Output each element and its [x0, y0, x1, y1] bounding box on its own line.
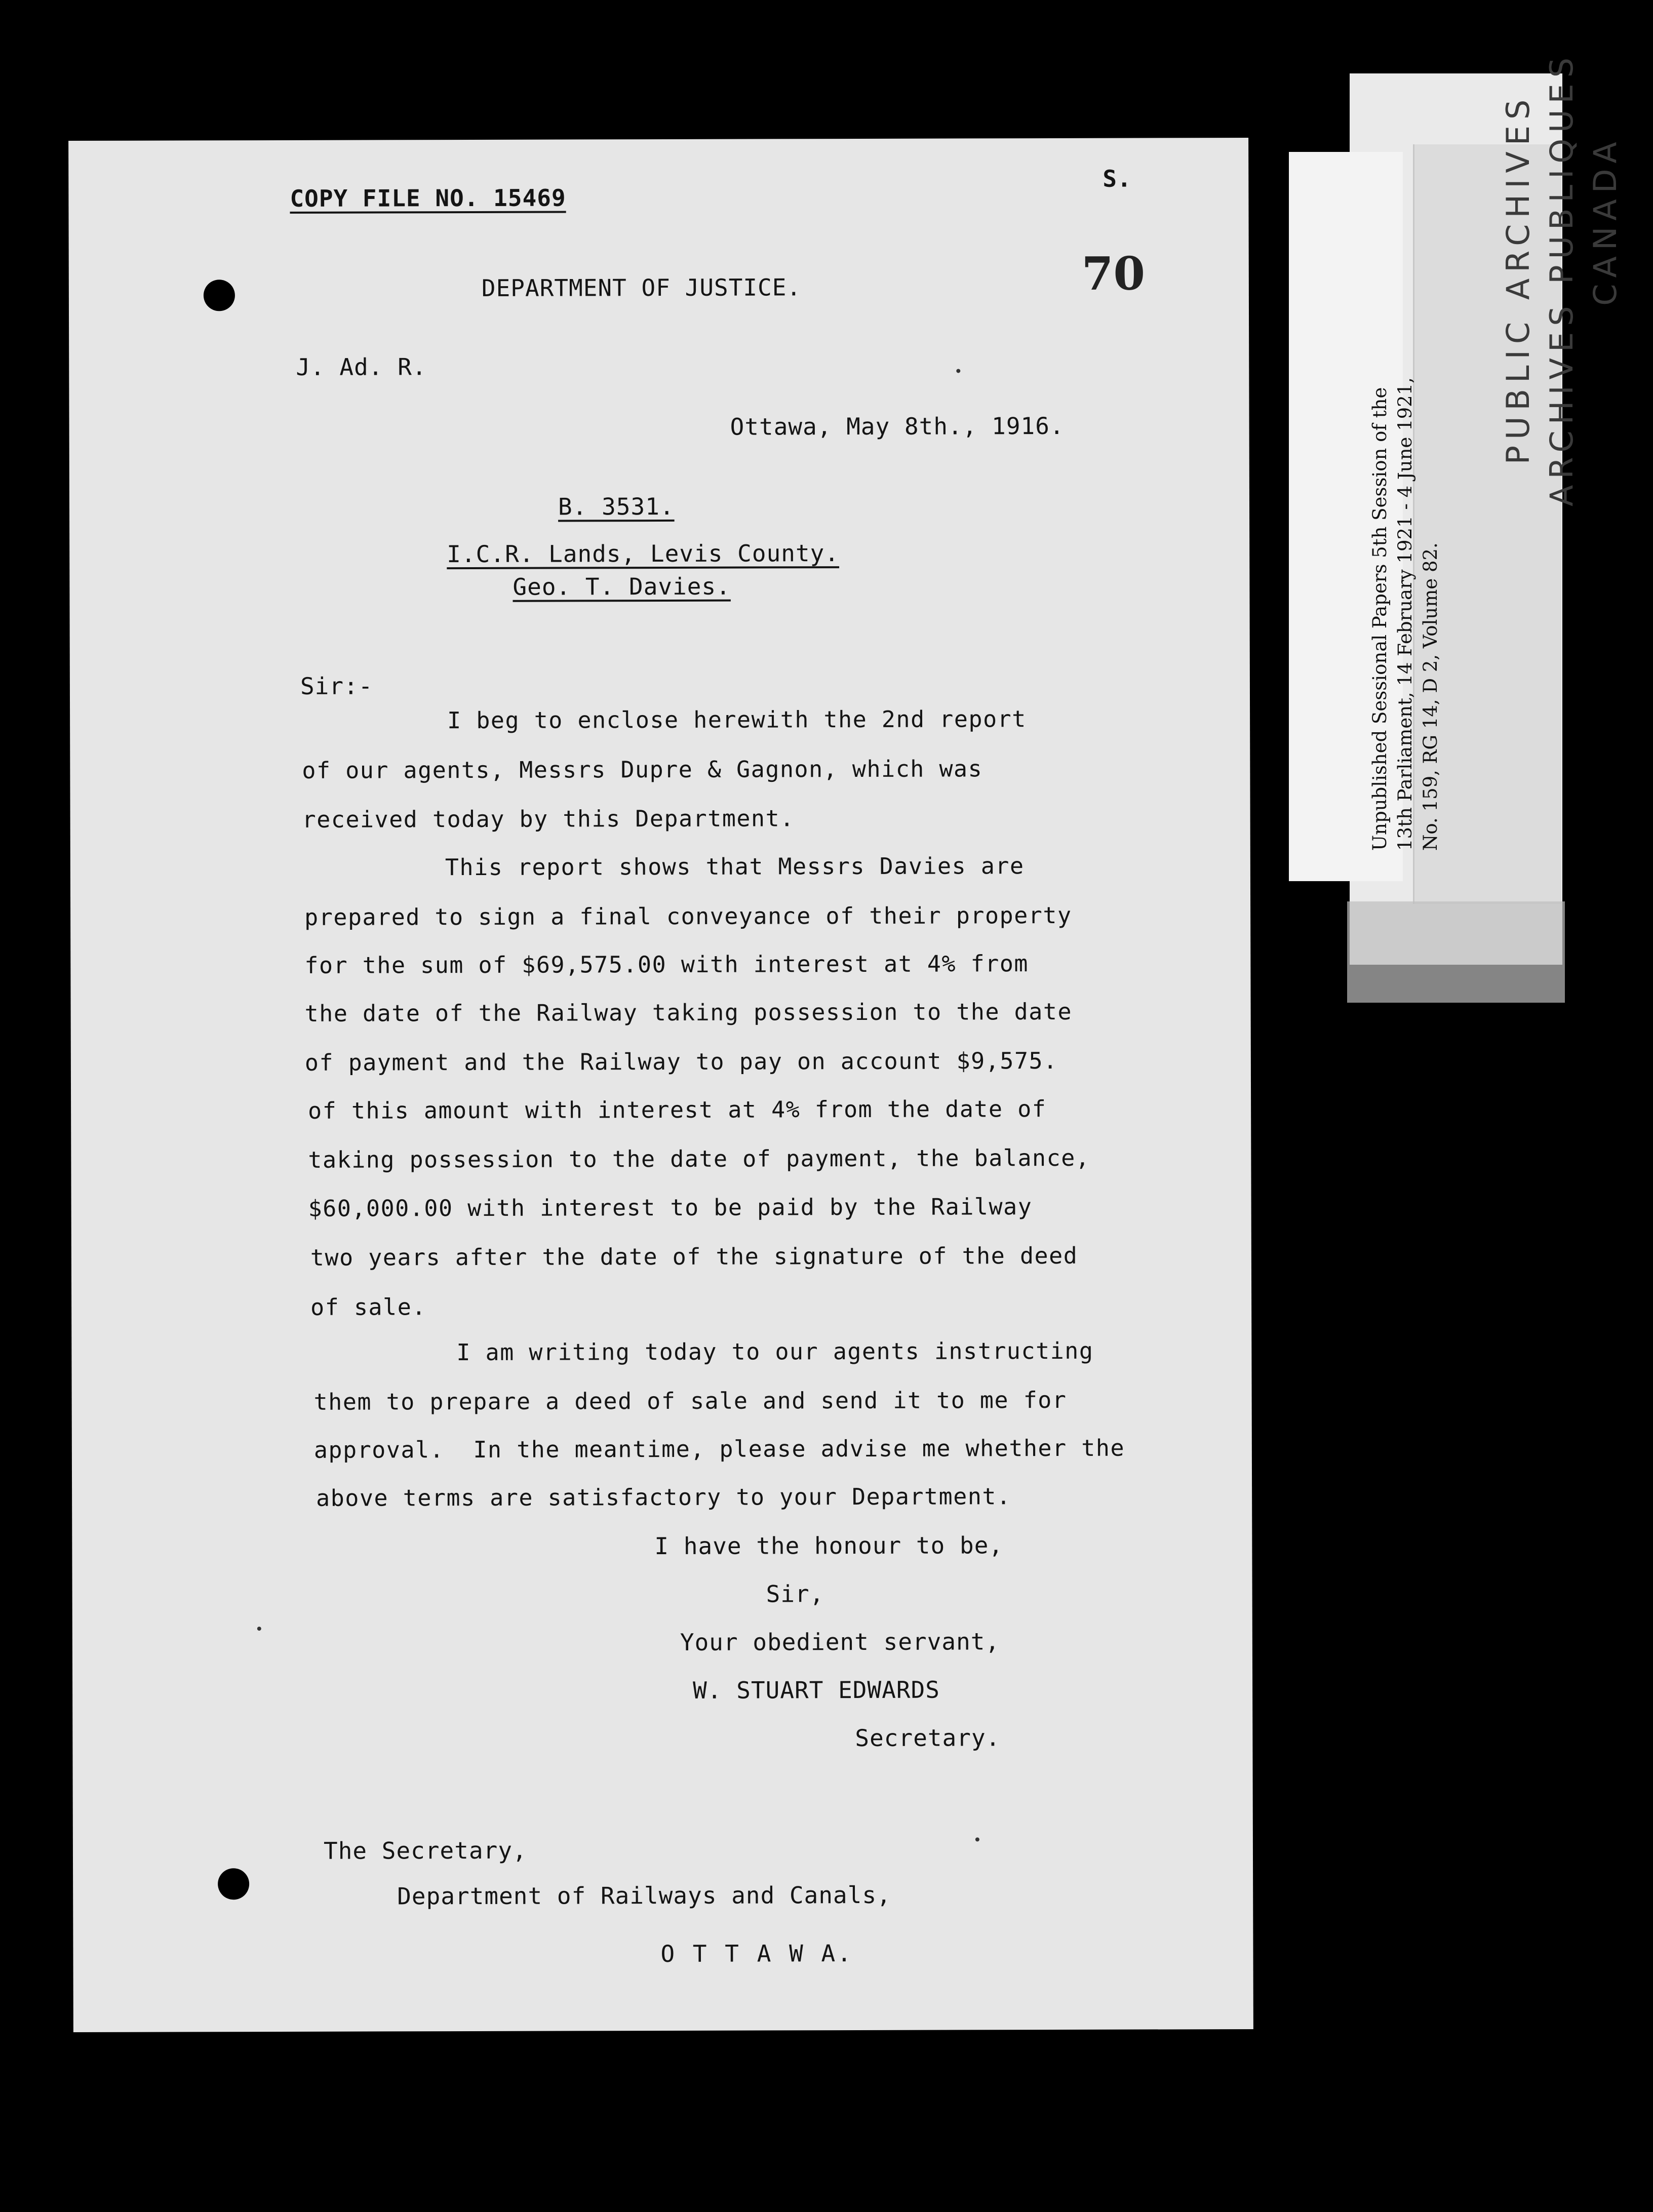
subject-line-1: I.C.R. Lands, Levis County.: [447, 539, 840, 568]
punch-hole-top: [204, 280, 235, 311]
citation-line: 13th Parliament, 14 February 1921 - 4 June 1921,: [1394, 377, 1416, 851]
folio-number: 70: [1081, 247, 1146, 301]
file-reference: B. 3531.: [558, 492, 675, 521]
body-line: $60,000.00 with interest to be paid by the Railway: [308, 1193, 1033, 1222]
letter-sheet: [68, 138, 1253, 2032]
body-line: of this amount with interest at 4% from the date of: [308, 1095, 1047, 1124]
closing-servant: Your obedient servant,: [680, 1628, 1000, 1656]
body-line: of sale.: [310, 1293, 426, 1321]
archive-card-shadow: [1347, 901, 1565, 1003]
body-line: of our agents, Messrs Dupre & Gagnon, which was: [302, 755, 983, 784]
ink-speck: [975, 1837, 979, 1841]
body-line: received today by this Department.: [302, 805, 795, 833]
body-line: prepared to sign a final conveyance of their property: [304, 901, 1072, 931]
corner-mark: S.: [1103, 165, 1132, 192]
salutation: Sir:-: [300, 672, 373, 700]
signatory-name: W. STUART EDWARDS: [693, 1676, 940, 1704]
citation-line: No. 159, RG 14, D 2, Volume 82.: [1420, 542, 1441, 851]
signatory-title: Secretary.: [855, 1724, 1001, 1752]
addressee-title: The Secretary,: [323, 1836, 527, 1865]
body-line: taking possession to the date of payment, the balance,: [308, 1144, 1090, 1173]
addressee-city: O T T A W A.: [660, 1940, 853, 1968]
punch-hole-bottom: [218, 1868, 249, 1900]
file-number: COPY FILE NO. 15469: [290, 184, 566, 212]
body-line: approval. In the meantime, please advise me whether the: [313, 1434, 1125, 1464]
stamp-line: ARCHIVES PUBLIQUES: [1543, 51, 1580, 506]
stamp-line: PUBLIC ARCHIVES: [1500, 93, 1537, 465]
body-line: I beg to enclose herewith the 2nd report: [447, 705, 1027, 734]
body-line: them to prepare a deed of sale and send it to me for: [313, 1386, 1067, 1415]
addressee-department: Department of Railways and Canals,: [397, 1881, 891, 1910]
body-line: two years after the date of the signature of the deed: [310, 1242, 1078, 1271]
citation-text: [1367, 377, 1443, 851]
body-line: for the sum of $69,575.00 with interest at 4% from: [304, 950, 1029, 979]
closing-line: I have the honour to be,: [654, 1531, 1004, 1560]
body-line: This report shows that Messrs Davies are: [445, 852, 1025, 881]
closing-sir: Sir,: [766, 1580, 824, 1608]
body-line: of payment and the Railway to pay on account $9,575.: [304, 1047, 1058, 1076]
subject-line-2: Geo. T. Davies.: [513, 572, 731, 601]
department-heading: DEPARTMENT OF JUSTICE.: [481, 273, 802, 302]
place-date: Ottawa, May 8th., 1916.: [730, 412, 1065, 441]
stamp-line: CANADA: [1587, 136, 1624, 306]
body-line: I am writing today to our agents instructing: [456, 1337, 1094, 1366]
body-line: above terms are satisfactory to your Department.: [316, 1483, 1011, 1512]
ink-speck: [257, 1627, 261, 1631]
body-line: the date of the Railway taking possession to the date: [304, 998, 1073, 1027]
citation-line: Unpublished Sessional Papers 5th Session of the: [1369, 387, 1391, 851]
ink-speck: [956, 369, 960, 373]
reference-initials: J. Ad. R.: [296, 353, 427, 381]
